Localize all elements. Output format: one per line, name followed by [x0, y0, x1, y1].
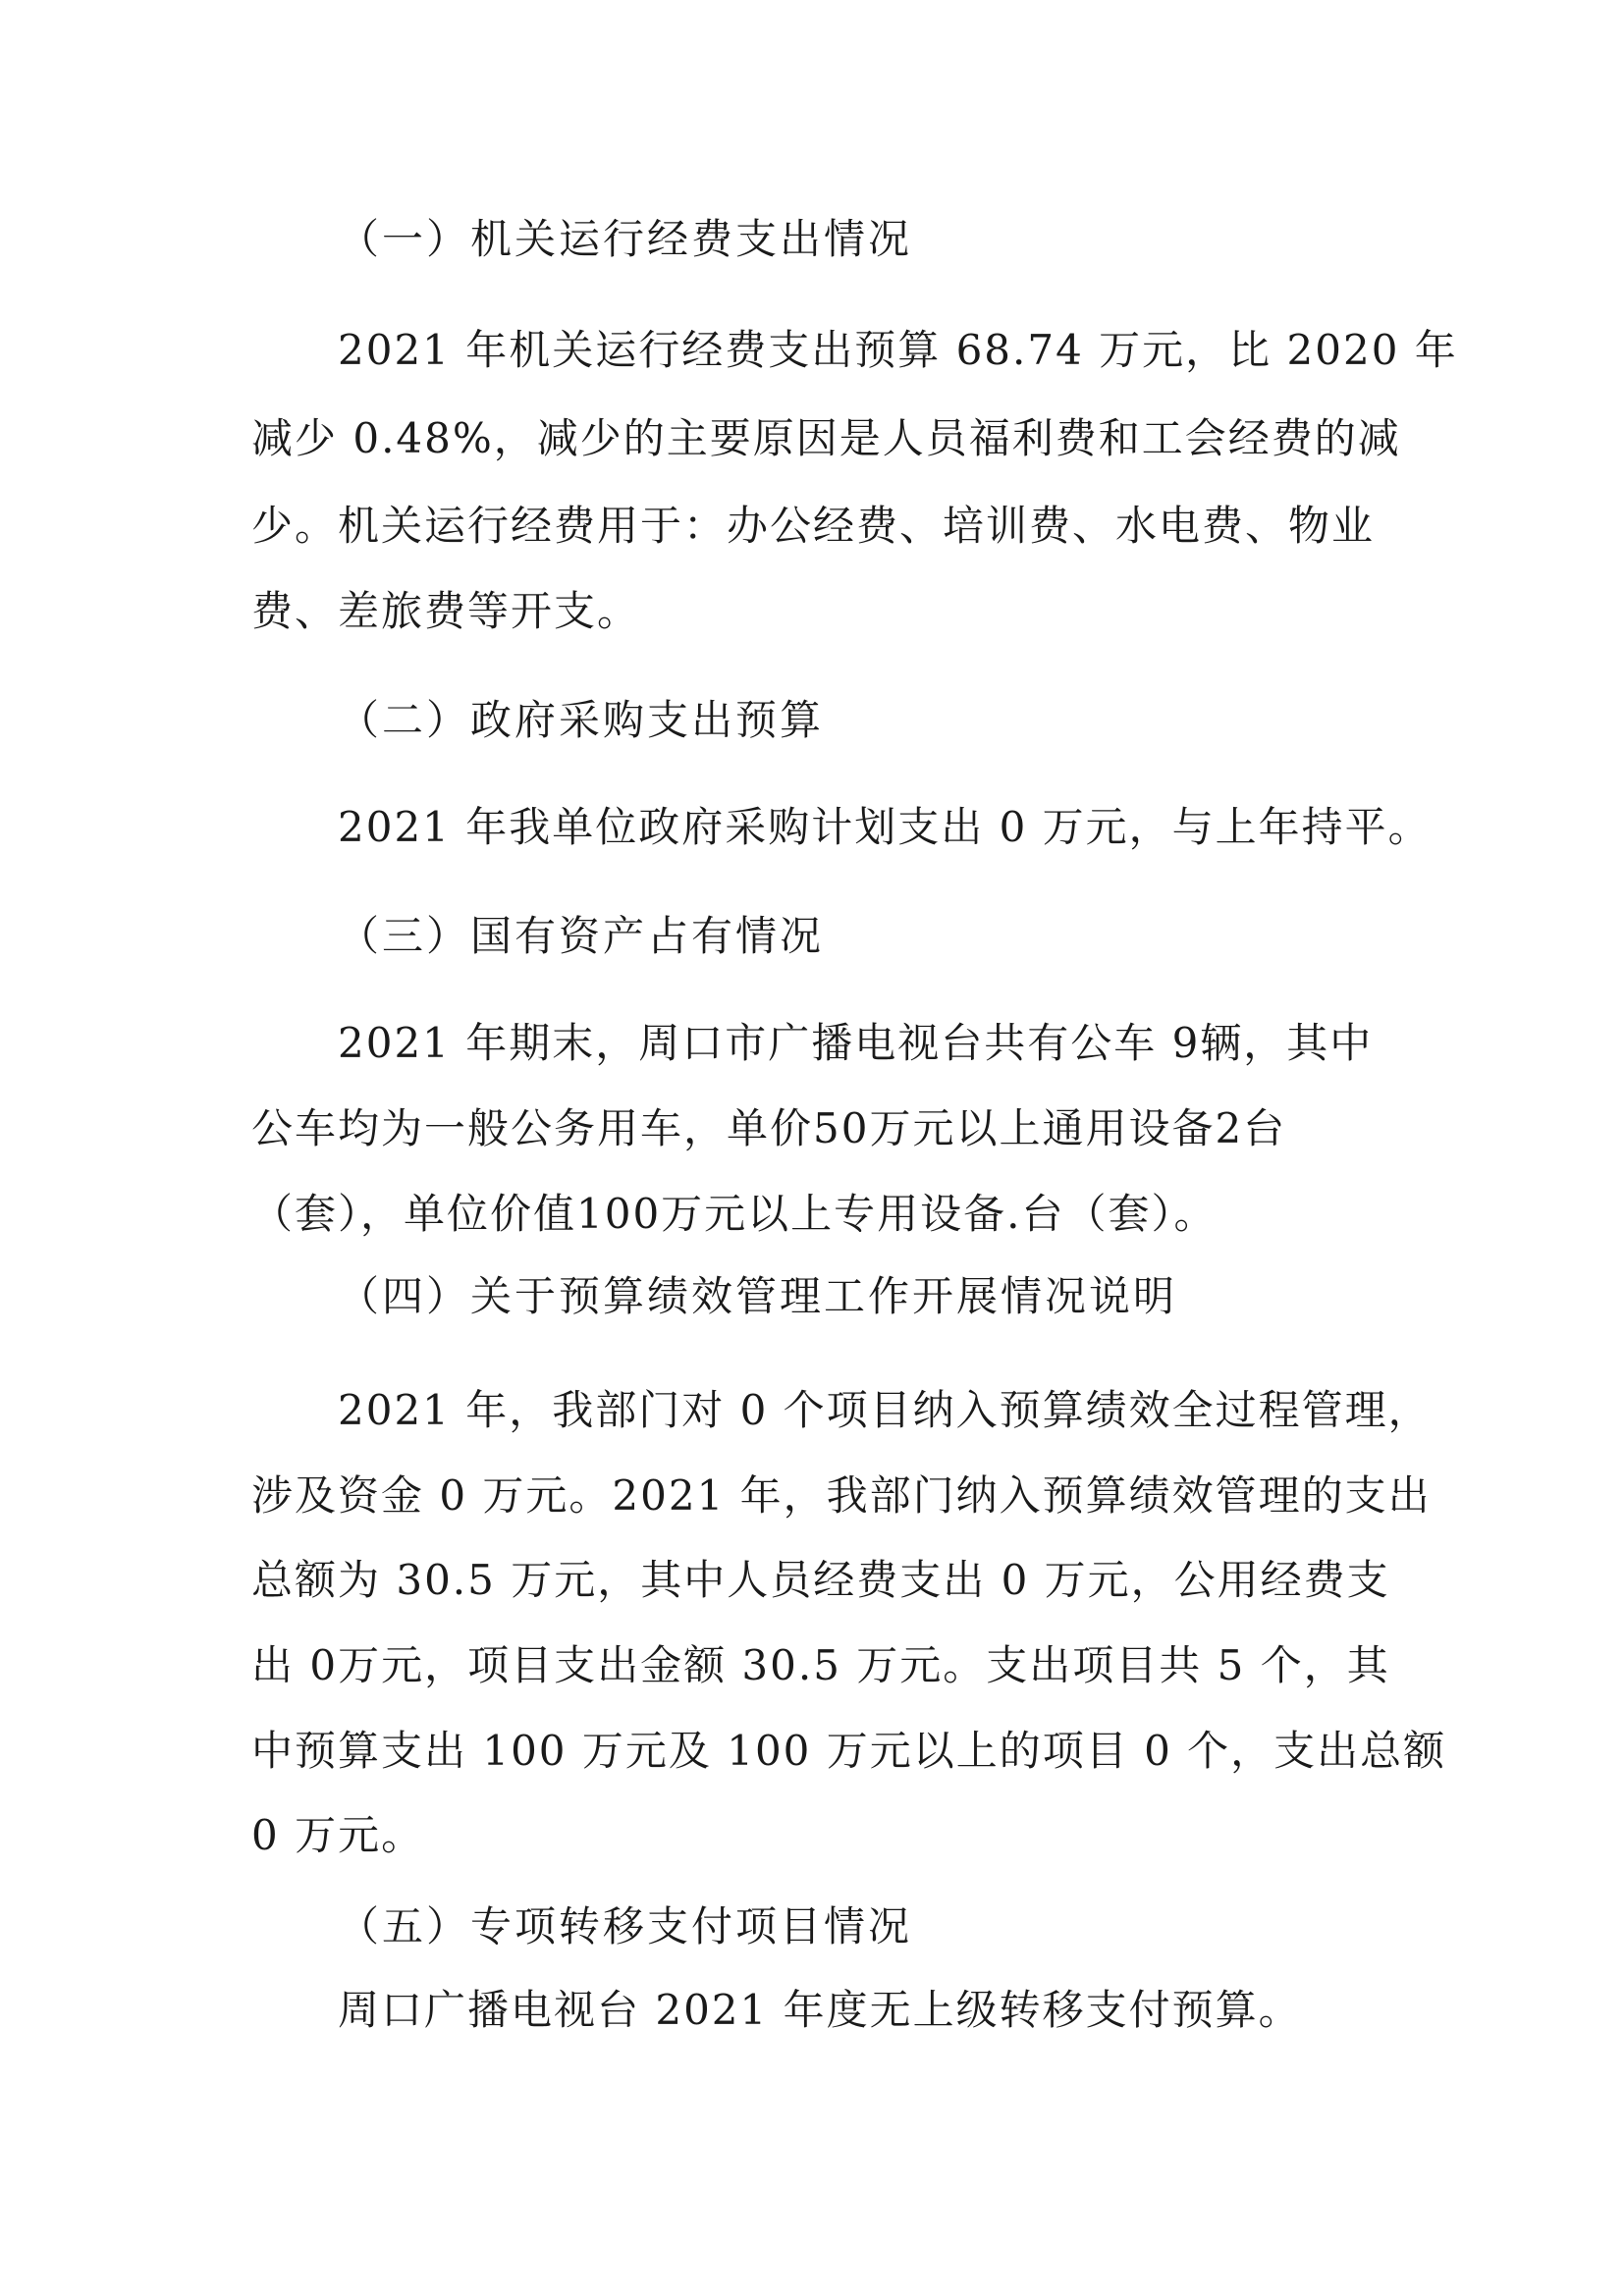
section-1-line-1: 2021 年机关运行经费支出预算 68.74 万元，比 2020 年: [338, 326, 1458, 374]
section-4-line-6: 0 万元。: [251, 1811, 425, 1859]
section-5-heading: （五）专项转移支付项目情况: [338, 1902, 913, 1950]
section-3-line-2: 公车均为一般公务用车，单价50万元以上通用设备2台: [251, 1104, 1287, 1152]
section-2-heading: （二）政府采购支出预算: [338, 696, 825, 744]
section-1-line-4: 费、差旅费等开支。: [251, 587, 641, 635]
section-2-line-1: 2021 年我单位政府采购计划支出 0 万元，与上年持平。: [338, 803, 1432, 851]
section-5-line-1: 周口广播电视台 2021 年度无上级转移支付预算。: [338, 1986, 1302, 2034]
section-1-line-3: 少。机关运行经费用于：办公经费、培训费、水电费、物业: [251, 502, 1376, 550]
section-4-line-2: 涉及资金 0 万元。2021 年，我部门纳入预算绩效管理的支出: [251, 1471, 1432, 1520]
section-1-heading: （一）机关运行经费支出情况: [338, 215, 913, 263]
section-3-line-1: 2021 年期末，周口市广播电视台共有公车 9辆，其中: [338, 1019, 1374, 1067]
section-3-line-3: （套），单位价值100万元以上专用设备.台（套）。: [251, 1190, 1218, 1238]
section-4-line-3: 总额为 30.5 万元，其中人员经费支出 0 万元，公用经费支: [251, 1556, 1390, 1604]
section-4-line-4: 出 0万元，项目支出金额 30.5 万元。支出项目共 5 个，其: [251, 1641, 1390, 1689]
section-3-heading: （三）国有资产占有情况: [338, 912, 825, 960]
section-4-heading: （四）关于预算绩效管理工作开展情况说明: [338, 1272, 1178, 1320]
section-1-line-2: 减少 0.48%，减少的主要原因是人员福利费和工会经费的减: [251, 414, 1401, 462]
section-4-line-5: 中预算支出 100 万元及 100 万元以上的项目 0 个，支出总额: [251, 1727, 1447, 1775]
section-4-line-1: 2021 年，我部门对 0 个项目纳入预算绩效全过程管理，: [338, 1386, 1432, 1434]
